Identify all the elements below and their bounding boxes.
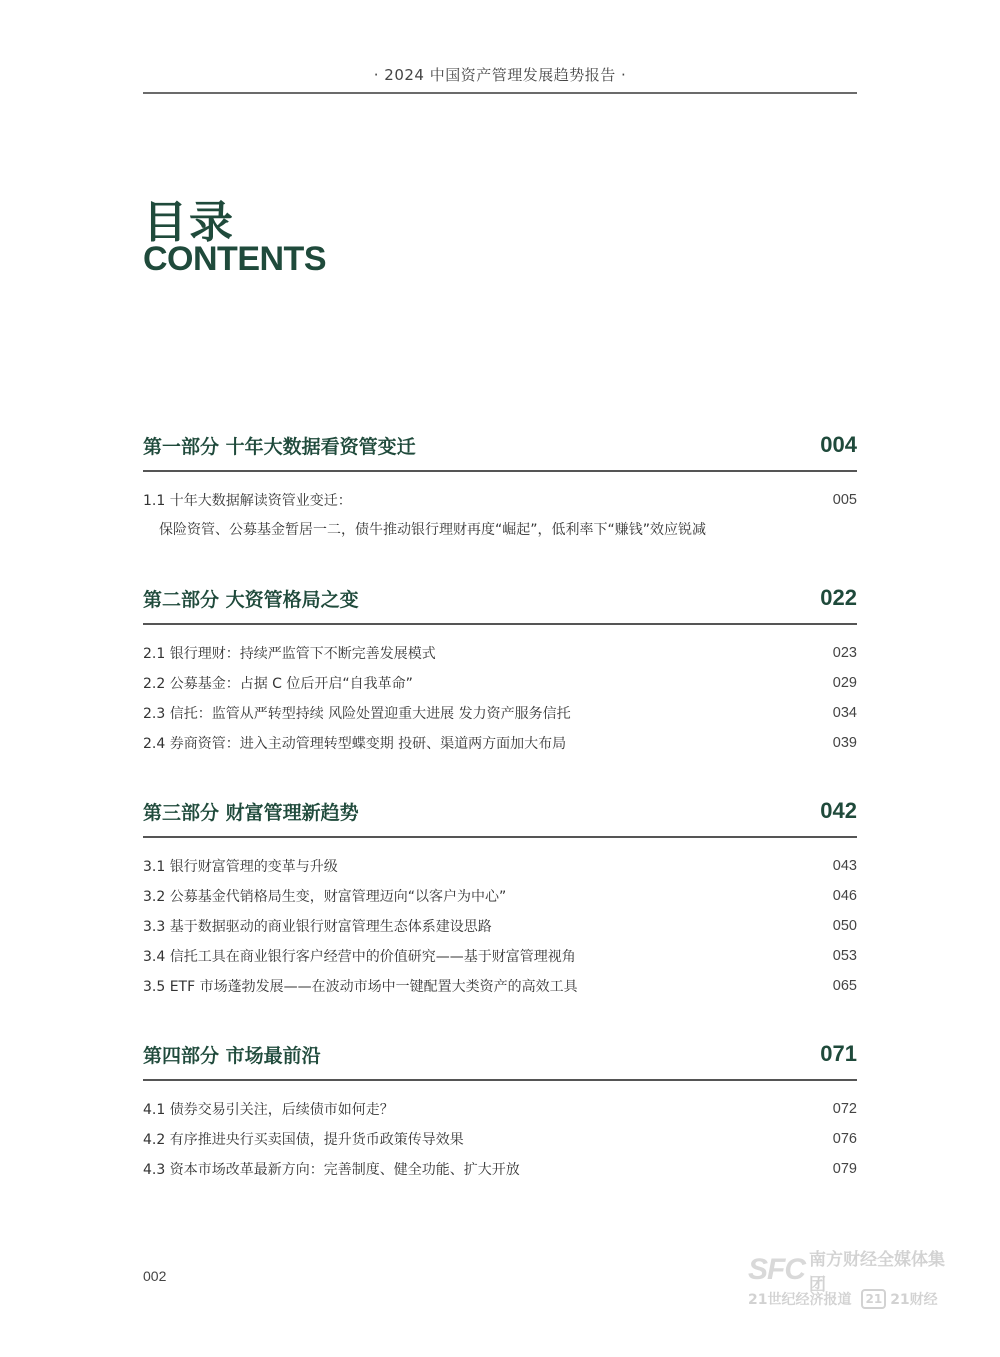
part-title: 第三部分 财富管理新趋势 [143, 801, 359, 824]
toc-entry[interactable] [143, 1154, 857, 1184]
toc-entry[interactable] [143, 1124, 857, 1154]
entry-title: 4.3 资本市场改革最新方向：完善制度、健全功能、扩大开放 [143, 1162, 520, 1178]
toc-entry[interactable] [143, 698, 857, 728]
running-header: · 2024 中国资产管理发展趋势报告 · [373, 66, 627, 84]
entry-title: 1.1 十年大数据解读资管业变迁： [143, 493, 352, 509]
toc-entry[interactable] [143, 881, 857, 911]
entry-title: 2.3 信托：监管从严转型持续 风险处置迎重大进展 发力资产服务信托 [143, 706, 571, 722]
entry-page-number: 079 [832, 1161, 857, 1177]
part-page-number: 022 [820, 585, 857, 610]
logo-badge: 21 [861, 1289, 886, 1309]
entry-page-number: 046 [832, 888, 857, 904]
entry-title: 3.4 信托工具在商业银行客户经营中的价值研究——基于财富管理视角 [143, 949, 576, 965]
table-of-contents [143, 420, 857, 1212]
entry-page-number: 005 [832, 492, 857, 508]
entry-title: 3.5 ETF 市场蓬勃发展——在波动市场中一键配置大类资产的高效工具 [143, 979, 578, 995]
entry-page-number: 065 [832, 978, 857, 994]
part-title: 第二部分 大资管格局之变 [143, 588, 359, 611]
entry-title: 3.3 基于数据驱动的商业银行财富管理生态体系建设思路 [143, 919, 492, 935]
logo-paper-name: 21世纪经济报道 [748, 1292, 852, 1308]
toc-entry[interactable] [143, 851, 857, 881]
entry-page-number: 072 [832, 1101, 857, 1117]
toc-entry[interactable] [143, 728, 857, 758]
toc-entry[interactable] [143, 638, 857, 668]
entry-title: 3.1 银行财富管理的变革与升级 [143, 859, 338, 875]
entry-subtitle: 保险资管、公募基金暂居一二，债牛推动银行理财再度“崛起”，低利率下“赚钱”效应锐减 [159, 522, 707, 538]
header-rule [143, 92, 857, 94]
page-number: 002 [143, 1268, 167, 1284]
entry-title: 2.1 银行理财：持续严监管下不断完善发展模式 [143, 646, 436, 662]
entry-page-number: 043 [832, 858, 857, 874]
part-entries [143, 1081, 857, 1212]
logo-brand: SFC [748, 1253, 805, 1286]
entry-title: 4.1 债券交易引关注，后续债市如何走？ [143, 1102, 394, 1118]
entry-page-number: 029 [832, 675, 857, 691]
part-entries [143, 472, 857, 573]
entry-page-number: 023 [832, 645, 857, 661]
toc-part-1 [143, 420, 857, 573]
entry-title: 2.2 公募基金：占据 C 位后开启“自我革命” [143, 676, 413, 692]
toc-part-3 [143, 786, 857, 1029]
publisher-logo [748, 1250, 958, 1315]
toc-part-2 [143, 573, 857, 786]
toc-entry[interactable] [143, 668, 857, 698]
toc-part-4 [143, 1029, 857, 1212]
entry-page-number: 034 [832, 705, 857, 721]
toc-entry[interactable] [143, 911, 857, 941]
entry-title: 2.4 券商资管：进入主动管理转型蝶变期 投研、渠道两方面加大布局 [143, 736, 567, 752]
toc-entry[interactable] [143, 485, 857, 515]
part-entries [143, 625, 857, 786]
part-title: 第四部分 市场最前沿 [143, 1044, 321, 1067]
page-subtitle: CONTENTS [143, 240, 326, 278]
entry-page-number: 053 [832, 948, 857, 964]
part-title: 第一部分 十年大数据看资管变迁 [143, 435, 416, 458]
entry-title: 3.2 公募基金代销格局生变，财富管理迈向“以客户为中心” [143, 889, 507, 905]
toc-entry[interactable] [143, 1094, 857, 1124]
part-header[interactable] [143, 1029, 857, 1081]
part-entries [143, 838, 857, 1029]
part-page-number: 004 [820, 432, 857, 457]
part-header[interactable] [143, 786, 857, 838]
part-page-number: 042 [820, 798, 857, 823]
part-header[interactable] [143, 573, 857, 625]
page-title: 目录 [143, 197, 235, 248]
logo-group-name: 南方财经全媒体集团 [809, 1250, 945, 1295]
toc-entry[interactable] [143, 941, 857, 971]
toc-entry[interactable] [143, 971, 857, 1001]
entry-page-number: 076 [832, 1131, 857, 1147]
entry-title: 4.2 有序推进央行买卖国债，提升货币政策传导效果 [143, 1132, 464, 1148]
part-header[interactable] [143, 420, 857, 472]
part-page-number: 071 [820, 1041, 857, 1066]
entry-page-number: 050 [832, 918, 857, 934]
logo-app-name: 21财经 [890, 1292, 938, 1308]
entry-page-number: 039 [832, 735, 857, 751]
